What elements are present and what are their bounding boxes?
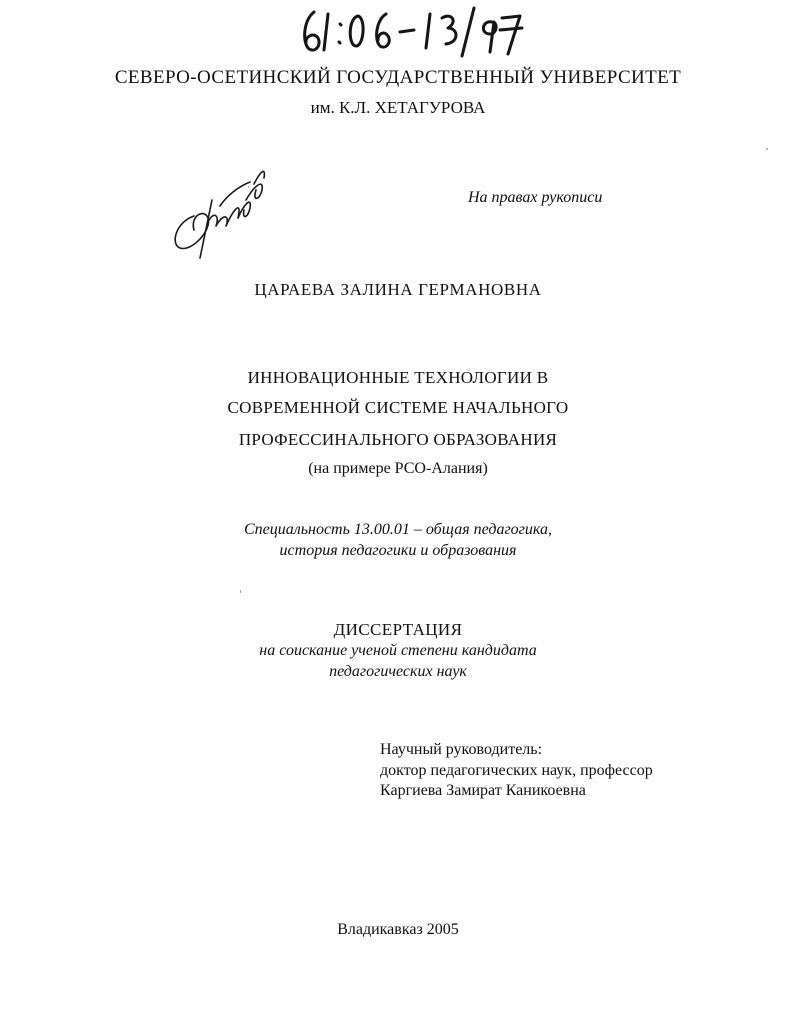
scan-speck <box>248 186 249 188</box>
degree-line-1: на соискание ученой степени кандидата <box>259 642 537 659</box>
specialty-line-2: история педагогики и образования <box>279 542 517 559</box>
title-line-3: ПРОФЕССИНАЛЬНОГО ОБРАЗОВАНИЯ <box>238 430 558 449</box>
signature-image <box>168 160 272 260</box>
place-and-year: Владикавказ 2005 <box>337 921 459 938</box>
degree-line-2: педагогических наук <box>329 663 467 680</box>
title-line-1: ИННОВАЦИОННЫЕ ТЕХНОЛОГИИ В <box>247 368 549 387</box>
scan-speck <box>766 148 768 150</box>
author-name: ЦАРАЕВА ЗАЛИНА ГЕРМАНОВНА <box>254 280 542 299</box>
university-name: СЕВЕРО-ОСЕТИНСКИЙ ГОСУДАРСТВЕННЫЙ УНИВЕРСИТЕТ <box>114 67 682 88</box>
handwritten-shelf-mark <box>296 2 536 60</box>
rights-note: На правах рукописи <box>468 189 603 206</box>
title-line-2: СОВРЕМЕННОЙ СИСТЕМЕ НАЧАЛЬНОГО <box>227 398 569 417</box>
dissertation-heading: ДИССЕРТАЦИЯ <box>333 620 463 639</box>
university-named-after: им. К.Л. ХЕТАГУРОВА <box>310 98 486 117</box>
title-subtitle: (на примере РСО-Алания) <box>308 460 488 477</box>
supervisor-label: Научный руководитель: <box>380 741 543 758</box>
scan-speck <box>240 590 241 593</box>
specialty-line-1: Специальность 13.00.01 – общая педагогика, <box>243 521 553 538</box>
supervisor-name: Каргиева Замират Каникоевна <box>380 782 586 799</box>
signature-scribble <box>168 160 272 260</box>
supervisor-rank: доктор педагогических наук, профессор <box>380 762 653 779</box>
